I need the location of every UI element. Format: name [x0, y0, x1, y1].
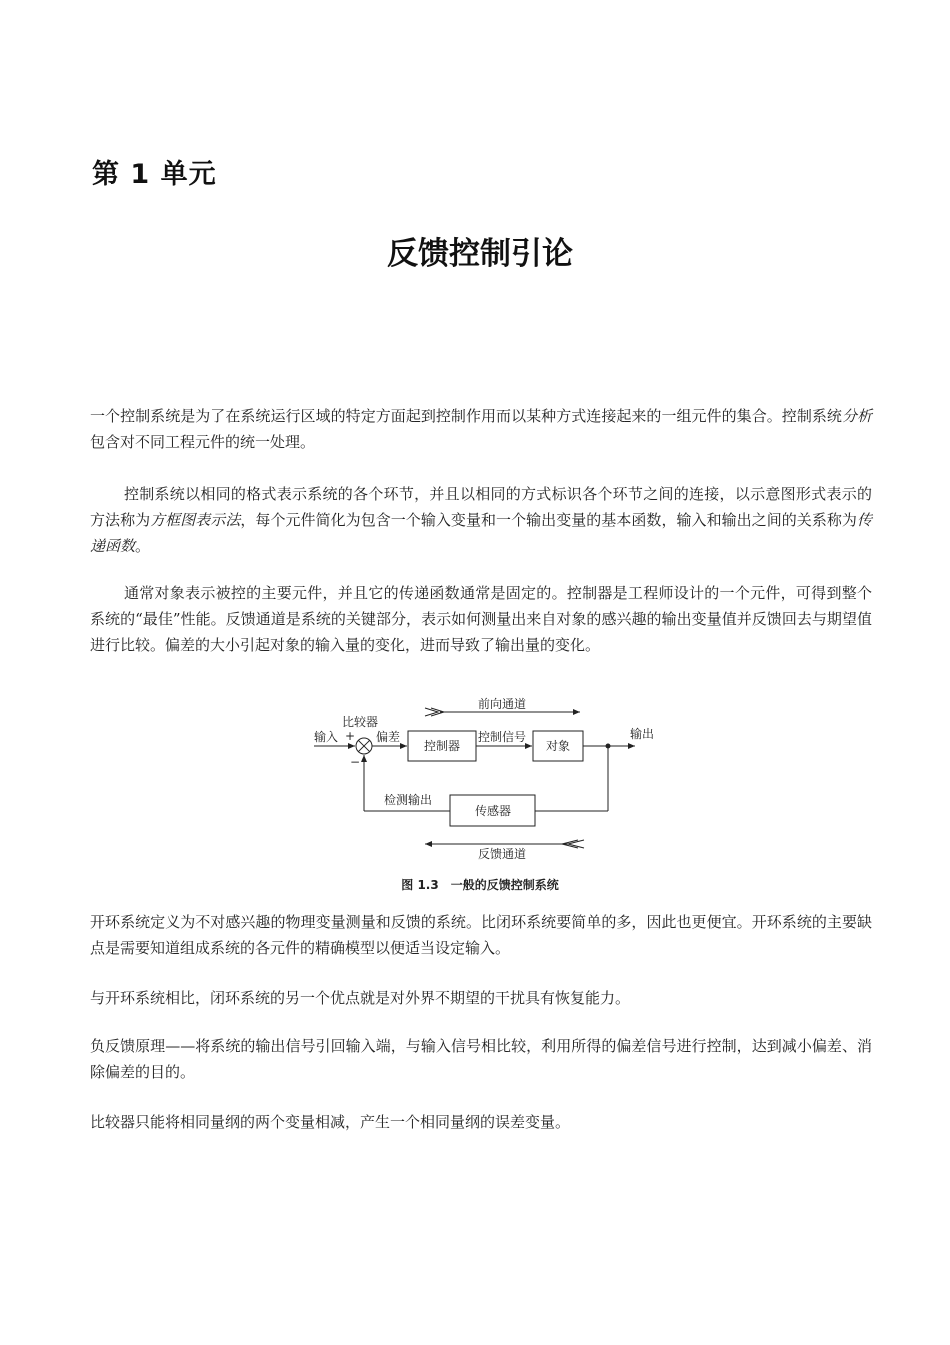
controller-label: 控制器: [424, 739, 461, 753]
paragraph-open-loop: 开环系统定义为不对感兴趣的物理变量测量和反馈的系统。比闭环系统要简单的多，因此也更便宜。开环系统的主要缺点是需要知道组成系统的各元件的精确模型以便适当设定输入。: [90, 913, 872, 957]
plant-label: 对象: [546, 739, 571, 753]
text-run: 包含对不同工程元件的统一处理。: [90, 433, 316, 451]
chapter-title: 反馈控制引论: [387, 236, 573, 272]
paragraph-block-diagram: [90, 481, 872, 559]
figure-number: 图 1.3: [401, 878, 439, 892]
comparator-label: 比较器: [342, 715, 379, 729]
plus-sign: +: [345, 729, 356, 743]
feedback-path-label: 反馈通道: [478, 847, 527, 861]
forward-path-label: 前向通道: [478, 697, 527, 711]
emphasis-term: 传递函数: [90, 511, 872, 555]
paragraph-plant-controller: 通常对象表示被控的主要元件，并且它的传递函数通常是固定的。控制器是工程师设计的一个元件，可得到整个系统的“最佳”性能。反馈通道是系统的关键部分，表示如何测量出来自对象的感兴趣的输出变量值并反馈回去与期望值进行比较。偏差的大小引起对象的输入量的变化，进而导致了输出量的变化。: [90, 584, 872, 654]
output-label: 输出: [630, 727, 655, 741]
feedback-control-diagram: [300, 688, 680, 873]
emphasis-term: 分析: [841, 407, 872, 425]
text-run: 控制系统以相同的格式表示系统的各个环节，并且以相同的方式标识各个环节之间的连接，以示意图形式表示的方法称为: [90, 485, 872, 529]
text-run: 。: [135, 537, 151, 555]
text-run: 一个控制系统是为了在系统运行区域的特定方面起到控制作用而以某种方式连接起来的一组元件的集合。控制系统: [90, 407, 842, 425]
figure-caption: [0, 876, 950, 893]
measured-output-label: 检测输出: [384, 793, 433, 807]
paragraph-closed-loop-advantage: 与开环系统相比，闭环系统的另一个优点就是对外界不期望的干扰具有恢复能力。: [90, 989, 631, 1007]
summing-junction-icon: [356, 738, 372, 754]
paragraph-intro: [90, 403, 872, 455]
error-label: 偏差: [376, 730, 401, 744]
unit-title: 第 1 单元: [92, 159, 217, 190]
paragraph-comparator: 比较器只能将相同量纲的两个变量相减，产生一个相同量纲的误差变量。: [90, 1113, 571, 1131]
minus-sign: −: [350, 755, 361, 769]
emphasis-term: 方框图表示法: [150, 511, 241, 529]
figure-caption-text: 一般的反馈控制系统: [450, 878, 559, 892]
paragraph-negative-feedback: 负反馈原理——将系统的输出信号引回输入端，与输入信号相比较，利用所得的偏差信号进行控制，达到减小偏差、消除偏差的目的。: [90, 1037, 872, 1081]
sensor-label: 传感器: [475, 804, 512, 818]
control-signal-label: 控制信号: [478, 730, 527, 744]
input-label: 输入: [314, 730, 339, 744]
text-run: ，每个元件简化为包含一个输入变量和一个输出变量的基本函数，输入和输出之间的关系称为: [240, 511, 857, 529]
